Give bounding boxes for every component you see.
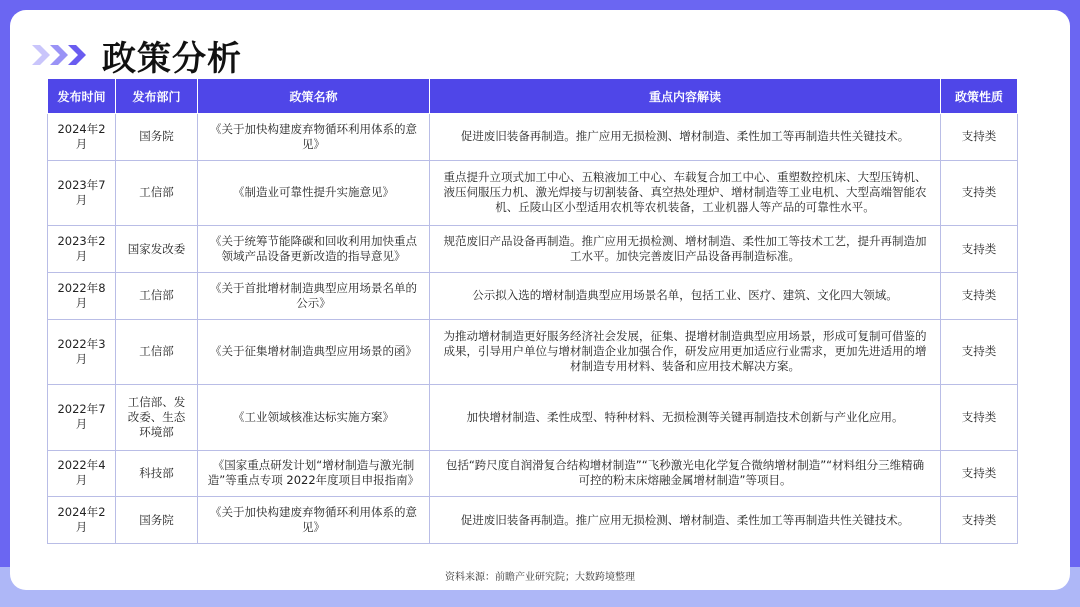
header-policy-name: 政策名称: [198, 79, 430, 114]
cell-policy-name: 《制造业可靠性提升实施意见》: [198, 160, 430, 226]
source-note: 资料来源：前瞻产业研究院；大数跨境整理: [445, 572, 635, 583]
table-row: [48, 160, 1018, 226]
cell-department: 国务院: [116, 114, 198, 161]
cell-department: 国家发改委: [116, 226, 198, 273]
cell-policy-nature: 支持类: [941, 114, 1018, 161]
cell-policy-name: 《工业领域核准达标实施方案》: [198, 385, 430, 451]
cell-date: 2023年2月: [48, 226, 116, 273]
cell-policy-name: 《关于加快构建废弃物循环利用体系的意见》: [198, 114, 430, 161]
cell-key-content: 包括“跨尺度自润滑复合结构增材制造”“飞秒激光电化学复合微纳增材制造”“材料组分三维精确可控的粉末床熔融金属增材制造”等项目。: [430, 450, 941, 497]
table-body: [48, 114, 1018, 544]
cell-policy-nature: 支持类: [941, 160, 1018, 226]
cell-policy-nature: 支持类: [941, 450, 1018, 497]
cell-date: 2024年2月: [48, 114, 116, 161]
cell-date: 2024年2月: [48, 497, 116, 544]
cell-policy-name: 《关于统筹节能降碳和回收利用加快重点领域产品设备更新改造的指导意见》: [198, 226, 430, 273]
cell-key-content: 重点提升立项式加工中心、五粮液加工中心、车载复合加工中心、重塑数控机床、大型压铸机、液压伺服压力机、激光焊接与切割装备、真空热处理炉、增材制造等工业电机、大型高端智能农机、丘陵山区小型适用农机等农机装备，工业机器人等产品的可靠性水平。: [430, 160, 941, 226]
cell-date: 2022年3月: [48, 319, 116, 385]
cell-policy-name: 《关于首批增材制造典型应用场景名单的公示》: [198, 272, 430, 319]
cell-department: 国务院: [116, 497, 198, 544]
page-title: 政策分析: [102, 38, 242, 79]
header-key-content: 重点内容解读: [430, 79, 941, 114]
cell-date: 2022年8月: [48, 272, 116, 319]
header-department: 发布部门: [116, 79, 198, 114]
cell-department: 工信部: [116, 272, 198, 319]
table-row: [48, 272, 1018, 319]
cell-policy-nature: 支持类: [941, 319, 1018, 385]
header-policy-nature: 政策性质: [941, 79, 1018, 114]
cell-department: 工信部、发改委、生态环境部: [116, 385, 198, 451]
header-date: 发布时间: [48, 79, 116, 114]
table-header: [48, 79, 1018, 114]
table-row: [48, 385, 1018, 451]
cell-date: 2023年7月: [48, 160, 116, 226]
cell-date: 2022年4月: [48, 450, 116, 497]
policy-table: [47, 78, 1018, 544]
table-row: [48, 450, 1018, 497]
cell-date: 2022年7月: [48, 385, 116, 451]
cell-policy-name: 《关于加快构建废弃物循环利用体系的意见》: [198, 497, 430, 544]
cell-policy-nature: 支持类: [941, 226, 1018, 273]
cell-key-content: 促进废旧装备再制造。推广应用无损检测、增材制造、柔性加工等再制造共性关键技术。: [430, 497, 941, 544]
cell-key-content: 为推动增材制造更好服务经济社会发展，征集、提增材制造典型应用场景，形成可复制可借鉴的成果，引导用户单位与增材制造企业加强合作，研发应用更加适应行业需求，更加先进适用的增材制造专用材料、装备和应用技术解决方案。: [430, 319, 941, 385]
cell-department: 工信部: [116, 160, 198, 226]
cell-policy-nature: 支持类: [941, 385, 1018, 451]
table-row: [48, 114, 1018, 161]
cell-department: 科技部: [116, 450, 198, 497]
title-row: [32, 30, 242, 80]
cell-key-content: 加快增材制造、柔性成型、特种材料、无损检测等关键再制造技术创新与产业化应用。: [430, 385, 941, 451]
cell-policy-nature: 支持类: [941, 272, 1018, 319]
cell-key-content: 公示拟入选的增材制造典型应用场景名单，包括工业、医疗、建筑、文化四大领域。: [430, 272, 941, 319]
cell-policy-name: 《关于征集增材制造典型应用场景的函》: [198, 319, 430, 385]
header-row: [48, 79, 1018, 114]
cell-department: 工信部: [116, 319, 198, 385]
cell-policy-nature: 支持类: [941, 497, 1018, 544]
table-row: [48, 497, 1018, 544]
cell-policy-name: 《国家重点研发计划“增材制造与激光制造”等重点专项 2022年度项目申报指南》: [198, 450, 430, 497]
cell-key-content: 促进废旧装备再制造。推广应用无损检测、增材制造、柔性加工等再制造共性关键技术。: [430, 114, 941, 161]
triple-chevron-icon: [32, 42, 90, 68]
table-row: [48, 319, 1018, 385]
cell-key-content: 规范废旧产品设备再制造。推广应用无损检测、增材制造、柔性加工等技术工艺，提升再制造加工水平。加快完善废旧产品设备再制造标准。: [430, 226, 941, 273]
table-row: [48, 226, 1018, 273]
